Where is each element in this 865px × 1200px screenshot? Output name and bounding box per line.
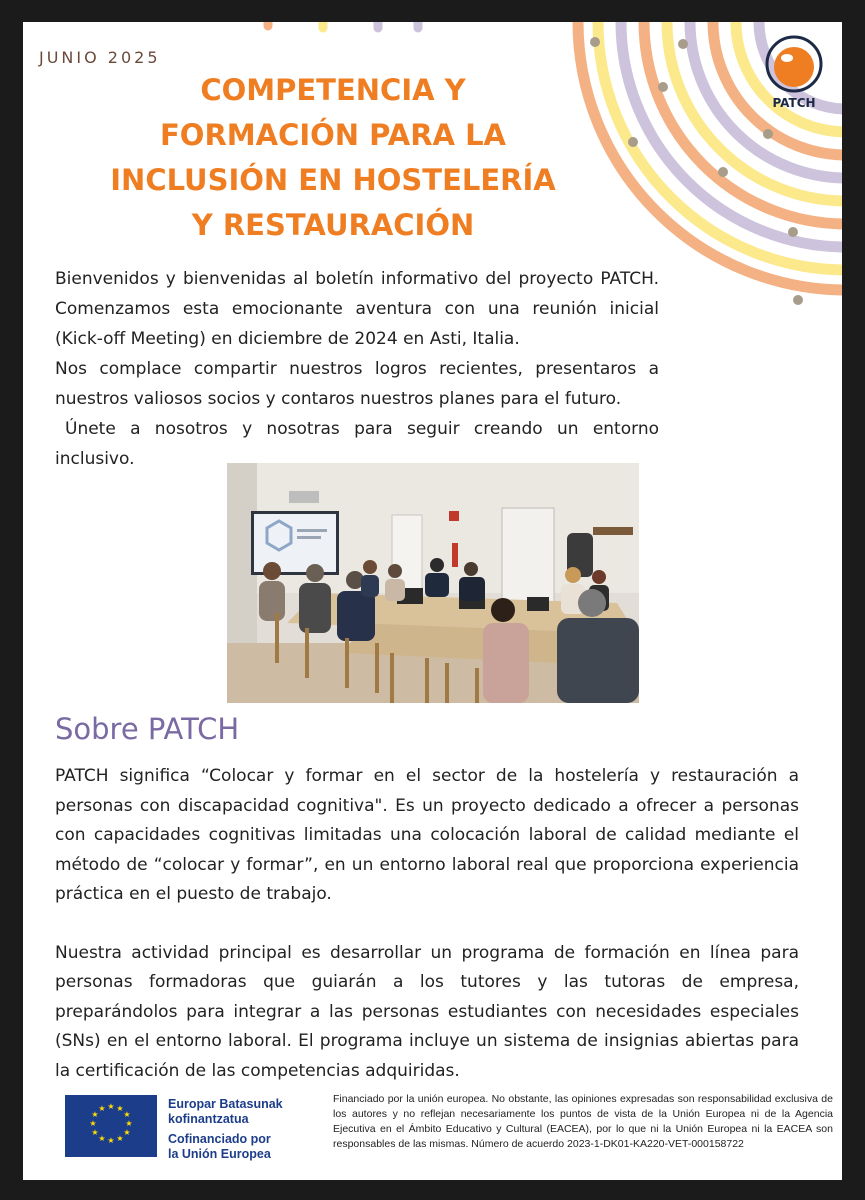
svg-text:★: ★: [98, 1104, 106, 1113]
svg-text:★: ★: [125, 1119, 133, 1128]
eu-disclaimer: Financiado por la unión europea. No obstante, las opiniones expresadas son responsabilidad exclusiva de los autores y no reflejan necesariamente los puntos de vista de la Unión Europea ni de la Agencia Ejecutiva en el Ámbito Educativo y Cultural (EACEA), por lo que ni la Unión Europea ni la EACEA son responsables de las mismas. Número de acuerdo 2023-1-DK01-KA220-VET-000158722: [333, 1093, 833, 1150]
about-heading: Sobre PATCH: [55, 712, 240, 746]
kickoff-meeting-photo: [227, 463, 639, 703]
eu-flag-icon: [65, 1095, 157, 1157]
title-line: COMPETENCIA Y: [200, 73, 466, 107]
eu-label-line: kofinantzatua: [168, 1111, 249, 1126]
title-line: INCLUSIÓN EN HOSTELERÍA: [110, 163, 556, 197]
svg-text:★: ★: [91, 1110, 99, 1119]
eu-cofunding-label: [168, 1097, 283, 1161]
newsletter-page: [23, 22, 842, 1180]
patch-logo: [759, 34, 829, 110]
about-paragraph: PATCH significa “Colocar y formar en el sector de la hostelería y restauración a personas con discapacidad cognitiva". Es un proyecto dedicado a ofrecer a personas con capacidades cognitivas limitadas una colocación laboral de calidad mediante el método de “colocar y formar”, en un entorno laboral real que proporciona experiencia práctica en el puesto de trabajo.: [55, 766, 799, 904]
newsletter-title: [83, 68, 583, 248]
svg-text:★: ★: [116, 1134, 124, 1143]
eu-label-line: Europar Batasunak: [168, 1097, 283, 1111]
svg-text:★: ★: [123, 1110, 131, 1119]
svg-text:★: ★: [123, 1128, 131, 1137]
svg-text:★: ★: [107, 1102, 115, 1111]
title-line: Y RESTAURACIÓN: [191, 208, 475, 242]
intro-paragraph: Únete a nosotros y nosotras para seguir creando un entorno inclusivo.: [55, 419, 659, 469]
intro-paragraph: Bienvenidos y bienvenidas al boletín informativo del proyecto PATCH. Comenzamos esta emocionante aventura con una reunión inicial (Kick-off Meeting) en diciembre de 2024 en Asti, Italia.: [55, 269, 659, 349]
svg-text:★: ★: [91, 1128, 99, 1137]
title-line: FORMACIÓN PARA LA: [159, 118, 507, 152]
svg-text:★: ★: [107, 1136, 115, 1145]
eu-label-line: Cofinanciado por: [168, 1132, 271, 1146]
intro-text: [55, 264, 659, 474]
about-text: [55, 762, 799, 1115]
patch-logo-text: PATCH: [772, 96, 816, 110]
about-paragraph: Nuestra actividad principal es desarrollar un programa de formación en línea para personas formadoras que guiarán a los tutores y las tutoras de empresa, preparándolos para integrar a las personas estudiantes con necesidades especiales (SNs) en el entorno laboral. El programa incluye un sistema de insignias abiertas para la certificación de las competencias adquiridas.: [55, 942, 799, 1081]
eu-label-line: la Unión Europea: [168, 1146, 271, 1161]
svg-text:★: ★: [116, 1104, 124, 1113]
intro-paragraph: Nos complace compartir nuestros logros recientes, presentaros a nuestros valiosos socios y contaros nuestros planes para el futuro.: [55, 359, 659, 409]
svg-text:★: ★: [89, 1119, 97, 1128]
patch-logo-icon: [763, 34, 825, 94]
svg-text:★: ★: [98, 1134, 106, 1143]
issue-date: JUNIO 2025: [39, 48, 161, 67]
